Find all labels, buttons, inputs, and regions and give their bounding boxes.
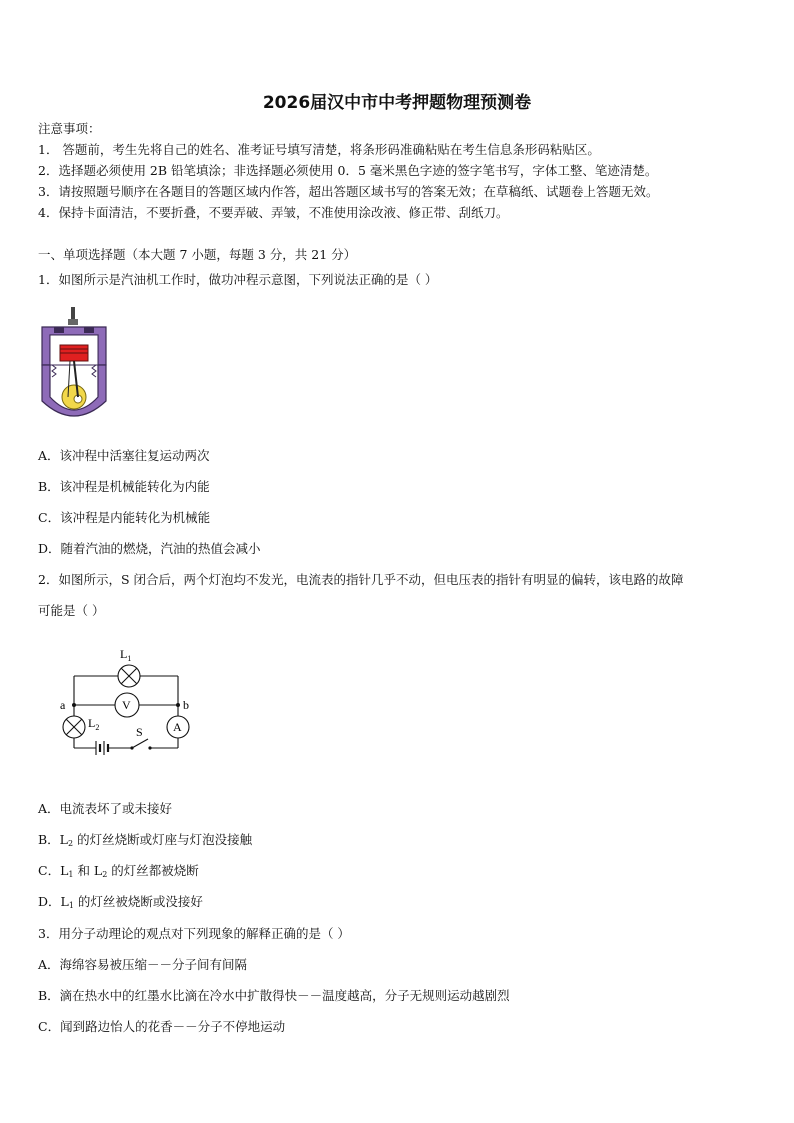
node-a-label: a <box>60 698 66 712</box>
question-2-option-d: D．$L_1$ 的灯丝被烧断或没接好 <box>38 894 203 910</box>
question-1-option-c: C．该冲程是内能转化为机械能 <box>38 510 211 525</box>
voltmeter-label: V <box>122 698 131 712</box>
notice-item-4: 4．保持卡面清洁，不要折叠，不要弄破、弄皱，不准使用涂改液、修正带、刮纸刀。 <box>38 205 509 220</box>
question-2-option-b: B．$L_2$ 的灯丝烧断或灯座与灯泡没接触 <box>38 832 253 848</box>
question-1-option-b: B．该冲程是机械能转化为内能 <box>38 479 210 494</box>
notice-item-1: 1． 答题前，考生先将自己的姓名、准考证号填写清楚，将条形码准确粘贴在考生信息条形码粘贴区。 <box>38 142 600 157</box>
engine-diagram <box>38 305 110 425</box>
question-2-option-a: A．电流表坏了或未接好 <box>38 801 173 816</box>
question-3-option-b: B．滴在热水中的红墨水比滴在冷水中扩散得快－－温度越高，分子无规则运动越剧烈 <box>38 988 510 1003</box>
question-1-option-d: D．随着汽油的燃烧，汽油的热值会减小 <box>38 541 261 556</box>
question-1-stem: 1．如图所示是汽油机工作时，做功冲程示意图，下列说法正确的是（ ） <box>38 272 438 287</box>
section-heading: 一、单项选择题（本大题 7 小题，每题 3 分，共 21 分） <box>38 247 357 262</box>
question-3-stem: 3．用分子动理论的观点对下列现象的解释正确的是（ ） <box>38 926 350 941</box>
question-1-option-a: A．该冲程中活塞往复运动两次 <box>38 448 210 463</box>
switch-label: S <box>136 725 143 739</box>
question-3-option-a: A．海绵容易被压缩－－分子间有间隔 <box>38 957 248 972</box>
notice-item-2: 2．选择题必须使用 2B 铅笔填涂；非选择题必须使用 0．5 毫米黑色字迹的签字笔书写，字体工整、笔迹清楚。 <box>38 163 658 178</box>
notice-item-3: 3．请按照题号顺序在各题目的答题区域内作答，超出答题区域书写的答案无效；在草稿纸、试题卷上答题无效。 <box>38 184 659 199</box>
label-l2: $L_2$ <box>88 716 100 732</box>
node-b-label: b <box>183 698 189 712</box>
question-2-stem-line2: 可能是（ ） <box>38 603 105 618</box>
question-2-option-c: C．$L_1$ 和 $L_2$ 的灯丝都被烧断 <box>38 863 199 879</box>
question-2-stem-line1: 2．如图所示，S 闭合后，两个灯泡均不发光，电流表的指针几乎不动，但电压表的指针有明显的偏转，该电路的故障 <box>38 572 684 587</box>
label-l1: $L_1$ <box>120 647 132 663</box>
page-title: 2026届汉中市中考押题物理预测卷 <box>262 93 532 113</box>
question-3-option-c: C．闻到路边怡人的花香－－分子不停地运动 <box>38 1019 286 1034</box>
circuit-diagram <box>56 640 206 765</box>
ammeter-label: A <box>173 720 182 734</box>
notice-heading: 注意事项： <box>38 121 101 136</box>
